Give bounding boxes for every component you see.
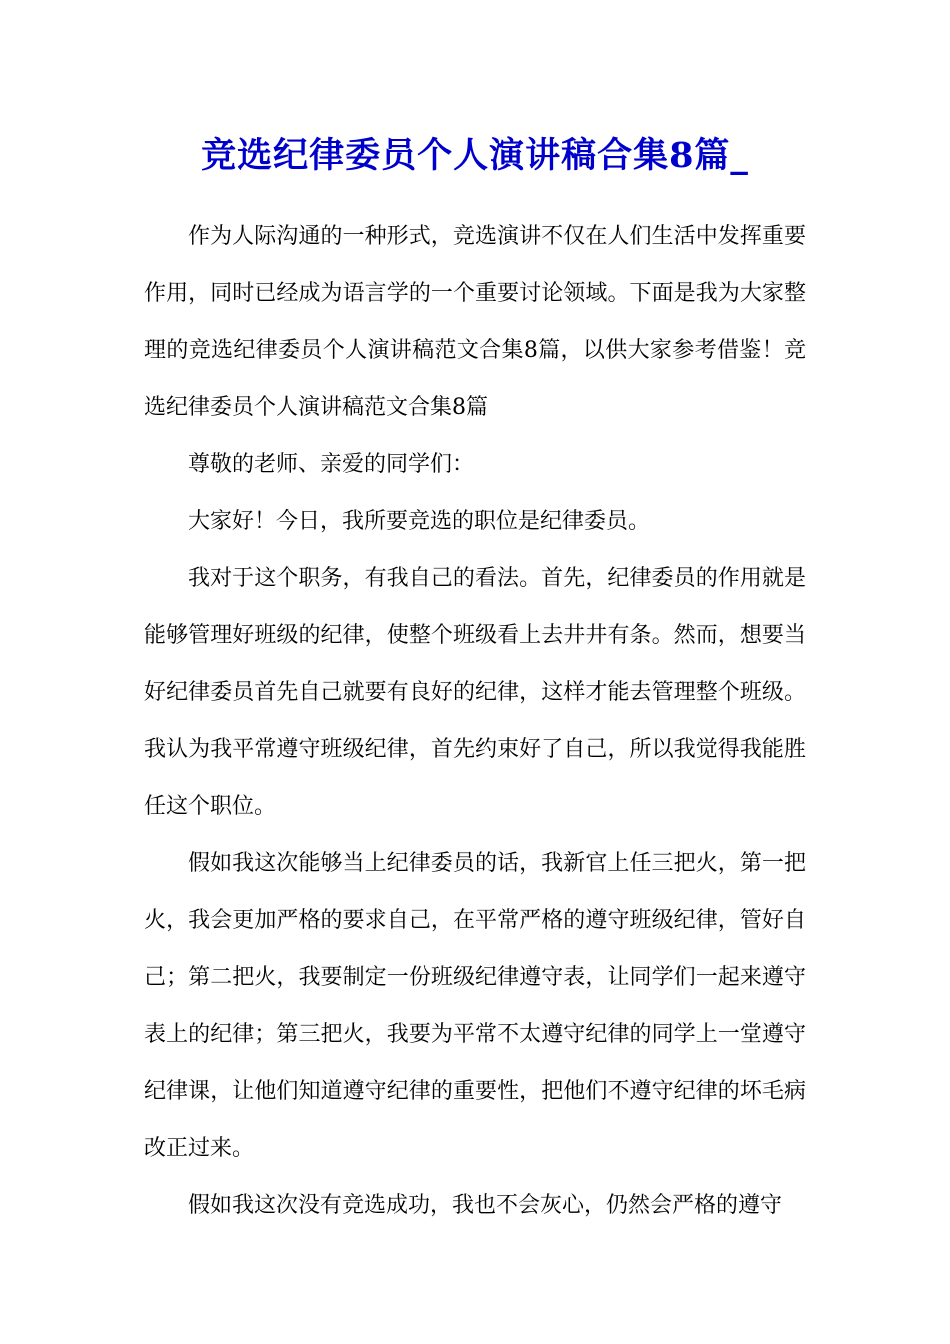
paragraph-intro: 作为人际沟通的一种形式，竞选演讲不仅在人们生活中发挥重要作用，同时已经成为语言学的一个重要讨论领域。下面是我为大家整理的竞选纪律委员个人演讲稿范文合集8篇，以供大家参考借鉴！竞选纪律委员个人演讲稿范文合集8篇 <box>144 224 806 420</box>
document-title: 竞选纪律委员个人演讲稿合集8篇_ <box>201 135 749 176</box>
paragraph-plan: 假如我这次能够当上纪律委员的话，我新官上任三把火，第一把火，我会更加严格的要求自己，在平常严格的遵守班级纪律，管好自己；第二把火，我要制定一份班级纪律遵守表，让同学们一起来遵守表上的纪律；第三把火，我要为平常不太遵守纪律的同学上一堂遵守纪律课，让他们知道遵守纪律的重要性，把他们不遵守纪律的坏毛病改正过来。 <box>144 851 806 1161</box>
paragraph-view: 我对于这个职务，有我自己的看法。首先，纪律委员的作用就是能够管理好班级的纪律，使整个班级看上去井井有条。然而，想要当好纪律委员首先自己就要有良好的纪律，这样才能去管理整个班级。我认为我平常遵守班级纪律，首先约束好了自己，所以我觉得我能胜任这个职位。 <box>144 566 806 819</box>
paragraph-fallback: 假如我这次没有竞选成功，我也不会灰心，仍然会严格的遵守 <box>188 1193 783 1218</box>
document-body <box>144 208 806 1234</box>
paragraph-greeting: 大家好！今日，我所要竞选的职位是纪律委员。 <box>188 509 651 534</box>
paragraph-salutation: 尊敬的老师、亲爱的同学们： <box>188 452 475 477</box>
